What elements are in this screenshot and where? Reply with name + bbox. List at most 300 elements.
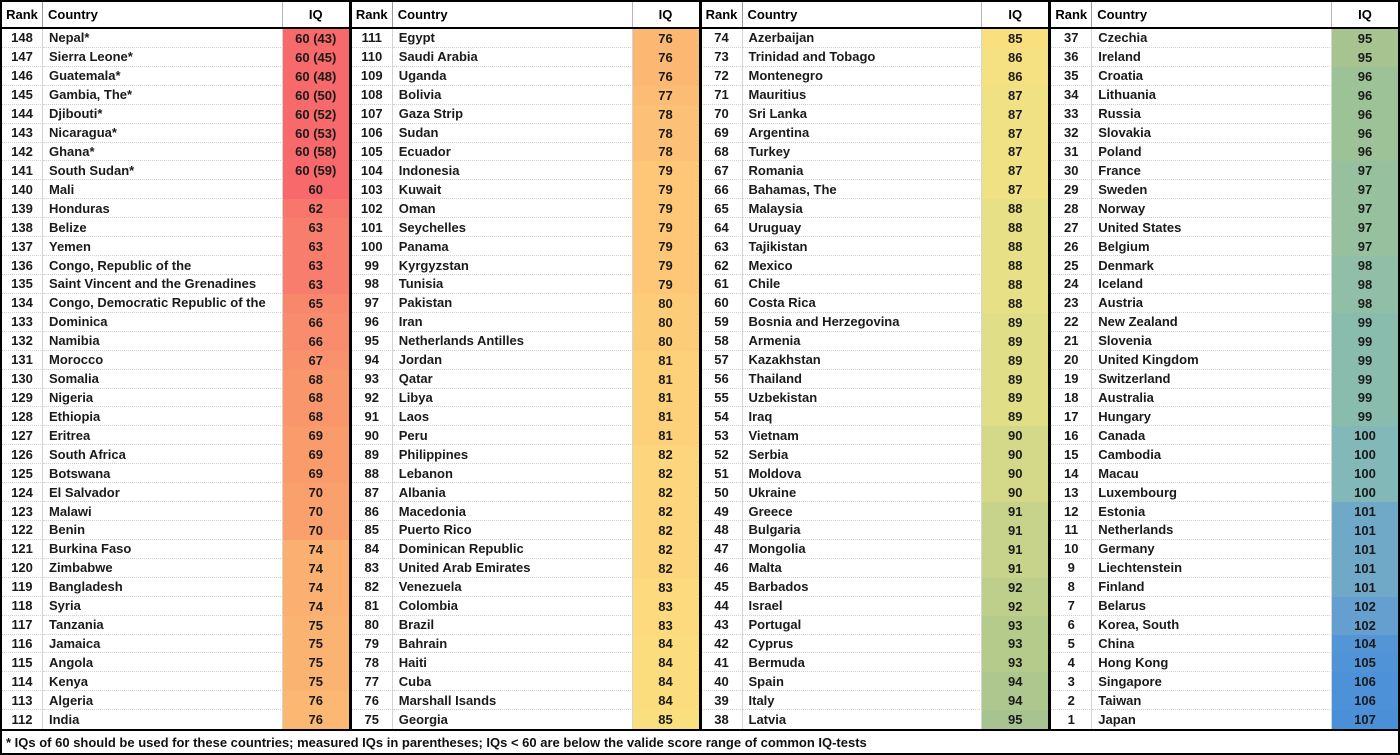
country-cell: Spain (743, 672, 983, 691)
iq-cell: 99 (1332, 407, 1398, 426)
iq-cell: 69 (283, 426, 349, 445)
table-row (352, 105, 699, 124)
iq-cell: 87 (982, 180, 1048, 199)
country-cell: Korea, South (1092, 616, 1332, 635)
country-cell: Oman (393, 199, 633, 218)
table-row (352, 559, 699, 578)
country-cell: Sweden (1092, 180, 1332, 199)
rank-cell: 142 (2, 143, 43, 162)
table-row (352, 294, 699, 313)
rank-cell: 136 (2, 256, 43, 275)
country-cell: Trinidad and Tobago (743, 48, 983, 67)
country-cell: Djibouti* (43, 105, 283, 124)
rank-cell: 51 (702, 464, 743, 483)
rank-cell: 19 (1051, 370, 1092, 389)
iq-cell: 60 (45) (283, 48, 349, 67)
table-row (352, 616, 699, 635)
iq-cell: 102 (1332, 597, 1398, 616)
country-cell: Qatar (393, 370, 633, 389)
country-cell: Seychelles (393, 218, 633, 237)
country-cell: Kyrgyzstan (393, 256, 633, 275)
table-row (1051, 143, 1398, 162)
iq-cell: 70 (283, 502, 349, 521)
column-header-rank: Rank (702, 2, 743, 27)
country-cell: China (1092, 635, 1332, 654)
country-cell: Iceland (1092, 275, 1332, 294)
iq-cell: 85 (633, 710, 699, 729)
table-row (2, 426, 349, 445)
rank-cell: 73 (702, 48, 743, 67)
rank-cell: 113 (2, 691, 43, 710)
table-row (2, 653, 349, 672)
table-row (352, 67, 699, 86)
country-cell: Lebanon (393, 464, 633, 483)
rank-cell: 143 (2, 124, 43, 143)
country-cell: Croatia (1092, 67, 1332, 86)
table-row (352, 710, 699, 729)
rank-cell: 97 (352, 294, 393, 313)
country-cell: Botswana (43, 464, 283, 483)
country-cell: Morocco (43, 351, 283, 370)
country-cell: Slovenia (1092, 332, 1332, 351)
country-cell: Georgia (393, 710, 633, 729)
rank-cell: 99 (352, 256, 393, 275)
iq-cell: 79 (633, 180, 699, 199)
country-cell: Netherlands Antilles (393, 332, 633, 351)
table-row (702, 521, 1049, 540)
rank-cell: 37 (1051, 29, 1092, 48)
country-cell: Hungary (1092, 407, 1332, 426)
table-row (1051, 180, 1398, 199)
table-row (2, 143, 349, 162)
iq-cell: 86 (982, 67, 1048, 86)
country-cell: South Africa (43, 445, 283, 464)
country-cell: Brazil (393, 616, 633, 635)
country-cell: Vietnam (743, 426, 983, 445)
rank-cell: 127 (2, 426, 43, 445)
table-row (702, 180, 1049, 199)
country-cell: Taiwan (1092, 691, 1332, 710)
table-row (1051, 407, 1398, 426)
iq-cell: 101 (1332, 578, 1398, 597)
table-row (1051, 105, 1398, 124)
iq-cell: 95 (982, 710, 1048, 729)
country-cell: Mongolia (743, 540, 983, 559)
table-row (702, 710, 1049, 729)
column-header-country: Country (393, 2, 633, 27)
rank-cell: 76 (352, 691, 393, 710)
table-row (1051, 351, 1398, 370)
rank-cell: 108 (352, 86, 393, 105)
table-row (702, 218, 1049, 237)
rank-cell: 90 (352, 426, 393, 445)
country-cell: United Kingdom (1092, 351, 1332, 370)
table-row (702, 502, 1049, 521)
table-row (2, 464, 349, 483)
rank-cell: 42 (702, 635, 743, 654)
rank-cell: 117 (2, 616, 43, 635)
iq-cell: 91 (982, 502, 1048, 521)
rank-cell: 137 (2, 237, 43, 256)
iq-cell: 87 (982, 143, 1048, 162)
rank-cell: 139 (2, 199, 43, 218)
table-row (1051, 691, 1398, 710)
iq-cell: 69 (283, 445, 349, 464)
iq-cell: 90 (982, 483, 1048, 502)
table-row (352, 635, 699, 654)
country-cell: Puerto Rico (393, 521, 633, 540)
table-row (702, 237, 1049, 256)
iq-cell: 101 (1332, 521, 1398, 540)
country-cell: Bangladesh (43, 578, 283, 597)
table-row (1051, 199, 1398, 218)
country-cell: Lithuania (1092, 86, 1332, 105)
rank-cell: 98 (352, 275, 393, 294)
table-row (2, 483, 349, 502)
country-cell: Tanzania (43, 616, 283, 635)
table-row (2, 256, 349, 275)
table-row (352, 407, 699, 426)
country-cell: Laos (393, 407, 633, 426)
table-row (2, 445, 349, 464)
iq-cell: 70 (283, 483, 349, 502)
country-cell: Austria (1092, 294, 1332, 313)
table-row (2, 370, 349, 389)
country-cell: Liechtenstein (1092, 559, 1332, 578)
country-cell: Marshall Isands (393, 691, 633, 710)
country-cell: Italy (743, 691, 983, 710)
column-header-rank: Rank (1051, 2, 1092, 27)
country-cell: United Arab Emirates (393, 559, 633, 578)
country-cell: Cyprus (743, 635, 983, 654)
country-cell: Bulgaria (743, 521, 983, 540)
iq-cell: 99 (1332, 313, 1398, 332)
rank-cell: 58 (702, 332, 743, 351)
rank-cell: 75 (352, 710, 393, 729)
country-cell: Latvia (743, 710, 983, 729)
column-header-iq: IQ (1358, 7, 1372, 22)
footnote: * IQs of 60 should be used for these countries; measured IQs in parentheses; IQs < 60 are below the valide score range of common IQ-tests (2, 729, 1398, 753)
table-row (702, 445, 1049, 464)
iq-cell: 75 (283, 653, 349, 672)
country-cell: Greece (743, 502, 983, 521)
column-header-country: Country (1092, 2, 1332, 27)
column-header-iq: IQ (1008, 7, 1023, 22)
rank-cell: 60 (702, 294, 743, 313)
country-cell: Angola (43, 653, 283, 672)
iq-cell: 82 (633, 464, 699, 483)
rank-cell: 140 (2, 180, 43, 199)
rank-cell: 13 (1051, 483, 1092, 502)
table-row (352, 597, 699, 616)
column-header-rank: Rank (352, 2, 393, 27)
iq-cell: 82 (633, 540, 699, 559)
country-cell: Kenya (43, 672, 283, 691)
rank-cell: 123 (2, 502, 43, 521)
country-cell: Ecuador (393, 143, 633, 162)
country-cell: Egypt (393, 29, 633, 48)
table-row (1051, 67, 1398, 86)
country-cell: Libya (393, 389, 633, 408)
iq-cell: 96 (1332, 143, 1398, 162)
iq-cell: 76 (283, 691, 349, 710)
table-row (2, 161, 349, 180)
table-row (702, 199, 1049, 218)
table-row (2, 559, 349, 578)
table-row (702, 616, 1049, 635)
rank-cell: 121 (2, 540, 43, 559)
country-cell: Dominica (43, 313, 283, 332)
country-cell: India (43, 710, 283, 729)
country-cell: Peru (393, 426, 633, 445)
country-cell: Turkey (743, 143, 983, 162)
table-row (1051, 313, 1398, 332)
table-row (352, 199, 699, 218)
table-body (2, 29, 349, 729)
table-row (352, 370, 699, 389)
rank-cell: 1 (1051, 710, 1092, 729)
iq-cell: 101 (1332, 540, 1398, 559)
table-row (352, 29, 699, 48)
country-cell: Portugal (743, 616, 983, 635)
table-row (2, 389, 349, 408)
table-row (2, 578, 349, 597)
table-row (702, 124, 1049, 143)
rank-cell: 25 (1051, 256, 1092, 275)
iq-cell: 85 (982, 29, 1048, 48)
rank-cell: 27 (1051, 218, 1092, 237)
country-cell: Saudi Arabia (393, 48, 633, 67)
table-row (352, 502, 699, 521)
iq-cell: 60 (43) (283, 29, 349, 48)
ranking-panel-2 (352, 2, 702, 729)
table-row (702, 29, 1049, 48)
table-row (702, 332, 1049, 351)
table-row (702, 653, 1049, 672)
country-cell: Costa Rica (743, 294, 983, 313)
rank-cell: 114 (2, 672, 43, 691)
iq-cell: 76 (633, 29, 699, 48)
table-row (1051, 521, 1398, 540)
table-row (1051, 29, 1398, 48)
table-row (2, 351, 349, 370)
ranking-panels-container (2, 2, 1398, 729)
country-cell: Ukraine (743, 483, 983, 502)
iq-cell: 82 (633, 483, 699, 502)
table-row (352, 48, 699, 67)
iq-cell: 63 (283, 256, 349, 275)
iq-cell: 76 (633, 48, 699, 67)
rank-cell: 35 (1051, 67, 1092, 86)
table-row (1051, 653, 1398, 672)
rank-cell: 64 (702, 218, 743, 237)
rank-cell: 6 (1051, 616, 1092, 635)
rank-cell: 41 (702, 653, 743, 672)
table-row (2, 218, 349, 237)
country-cell: Norway (1092, 199, 1332, 218)
rank-cell: 87 (352, 483, 393, 502)
iq-cell: 86 (982, 48, 1048, 67)
country-cell: Nigeria (43, 389, 283, 408)
country-cell: El Salvador (43, 483, 283, 502)
table-row (352, 483, 699, 502)
iq-cell: 97 (1332, 218, 1398, 237)
table-row (702, 48, 1049, 67)
rank-cell: 23 (1051, 294, 1092, 313)
iq-cell: 91 (982, 540, 1048, 559)
table-row (702, 313, 1049, 332)
table-row (1051, 161, 1398, 180)
country-cell: Malta (743, 559, 983, 578)
table-body (1051, 29, 1398, 729)
country-cell: Belarus (1092, 597, 1332, 616)
iq-cell: 81 (633, 370, 699, 389)
iq-cell: 96 (1332, 86, 1398, 105)
table-row (352, 351, 699, 370)
rank-cell: 103 (352, 180, 393, 199)
rank-cell: 48 (702, 521, 743, 540)
iq-cell: 94 (982, 691, 1048, 710)
table-row (1051, 597, 1398, 616)
rank-cell: 89 (352, 445, 393, 464)
country-cell: Bahrain (393, 635, 633, 654)
iq-cell: 92 (982, 597, 1048, 616)
rank-cell: 128 (2, 407, 43, 426)
iq-cell: 60 (50) (283, 86, 349, 105)
rank-cell: 109 (352, 67, 393, 86)
rank-cell: 24 (1051, 275, 1092, 294)
country-cell: Switzerland (1092, 370, 1332, 389)
rank-cell: 34 (1051, 86, 1092, 105)
rank-cell: 33 (1051, 105, 1092, 124)
column-header-iq: IQ (308, 7, 323, 22)
iq-cell: 106 (1332, 672, 1398, 691)
rank-cell: 112 (2, 710, 43, 729)
rank-cell: 78 (352, 653, 393, 672)
country-cell: Kazakhstan (743, 351, 983, 370)
rank-cell: 16 (1051, 426, 1092, 445)
country-cell: Israel (743, 597, 983, 616)
iq-cell: 93 (982, 616, 1048, 635)
iq-cell: 88 (982, 294, 1048, 313)
table-row (2, 616, 349, 635)
iq-cell: 97 (1332, 180, 1398, 199)
iq-cell: 60 (53) (283, 124, 349, 143)
country-cell: Pakistan (393, 294, 633, 313)
country-cell: Azerbaijan (743, 29, 983, 48)
rank-cell: 68 (702, 143, 743, 162)
iq-cell: 91 (982, 559, 1048, 578)
iq-cell: 63 (283, 218, 349, 237)
country-cell: Mauritius (743, 86, 983, 105)
iq-cell: 65 (283, 294, 349, 313)
iq-cell: 97 (1332, 161, 1398, 180)
country-cell: Ghana* (43, 143, 283, 162)
iq-cell: 99 (1332, 389, 1398, 408)
country-cell: Sudan (393, 124, 633, 143)
table-row (2, 540, 349, 559)
rank-cell: 69 (702, 124, 743, 143)
rank-cell: 124 (2, 483, 43, 502)
table-row (702, 426, 1049, 445)
rank-cell: 18 (1051, 389, 1092, 408)
iq-cell: 89 (982, 351, 1048, 370)
table-row (702, 105, 1049, 124)
iq-cell: 82 (633, 445, 699, 464)
iq-cell: 60 (48) (283, 67, 349, 86)
country-cell: Netherlands (1092, 521, 1332, 540)
country-cell: Serbia (743, 445, 983, 464)
country-cell: Bosnia and Herzegovina (743, 313, 983, 332)
table-row (702, 86, 1049, 105)
rank-cell: 62 (702, 256, 743, 275)
table-row (2, 313, 349, 332)
country-cell: Sierra Leone* (43, 48, 283, 67)
country-cell: Gaza Strip (393, 105, 633, 124)
iq-cell: 100 (1332, 445, 1398, 464)
rank-cell: 72 (702, 67, 743, 86)
country-cell: Burkina Faso (43, 540, 283, 559)
country-cell: Argentina (743, 124, 983, 143)
country-cell: Namibia (43, 332, 283, 351)
iq-cell: 80 (633, 332, 699, 351)
table-row (352, 445, 699, 464)
rank-cell: 102 (352, 199, 393, 218)
rank-cell: 125 (2, 464, 43, 483)
country-cell: Indonesia (393, 161, 633, 180)
country-cell: Macau (1092, 464, 1332, 483)
rank-cell: 14 (1051, 464, 1092, 483)
country-cell: Malaysia (743, 199, 983, 218)
country-cell: Somalia (43, 370, 283, 389)
country-cell: France (1092, 161, 1332, 180)
table-row (1051, 616, 1398, 635)
table-row (2, 29, 349, 48)
table-row (702, 691, 1049, 710)
iq-cell: 90 (982, 445, 1048, 464)
rank-cell: 130 (2, 370, 43, 389)
iq-cell: 93 (982, 635, 1048, 654)
table-row (2, 275, 349, 294)
table-row (352, 124, 699, 143)
country-cell: Macedonia (393, 502, 633, 521)
table-row (702, 597, 1049, 616)
table-row (352, 389, 699, 408)
column-header-iq: IQ (658, 7, 673, 22)
rank-cell: 111 (352, 29, 393, 48)
iq-cell: 98 (1332, 275, 1398, 294)
rank-cell: 59 (702, 313, 743, 332)
rank-cell: 17 (1051, 407, 1092, 426)
rank-cell: 54 (702, 407, 743, 426)
country-cell: Algeria (43, 691, 283, 710)
rank-cell: 129 (2, 389, 43, 408)
table-row (2, 199, 349, 218)
table-row (1051, 635, 1398, 654)
country-cell: Chile (743, 275, 983, 294)
iq-cell: 83 (633, 578, 699, 597)
iq-cell: 74 (283, 540, 349, 559)
rank-cell: 30 (1051, 161, 1092, 180)
iq-cell: 80 (633, 313, 699, 332)
country-cell: Kuwait (393, 180, 633, 199)
rank-cell: 3 (1051, 672, 1092, 691)
iq-cell: 83 (633, 597, 699, 616)
table-row (702, 161, 1049, 180)
rank-cell: 100 (352, 237, 393, 256)
country-cell: Malawi (43, 502, 283, 521)
rank-cell: 55 (702, 389, 743, 408)
